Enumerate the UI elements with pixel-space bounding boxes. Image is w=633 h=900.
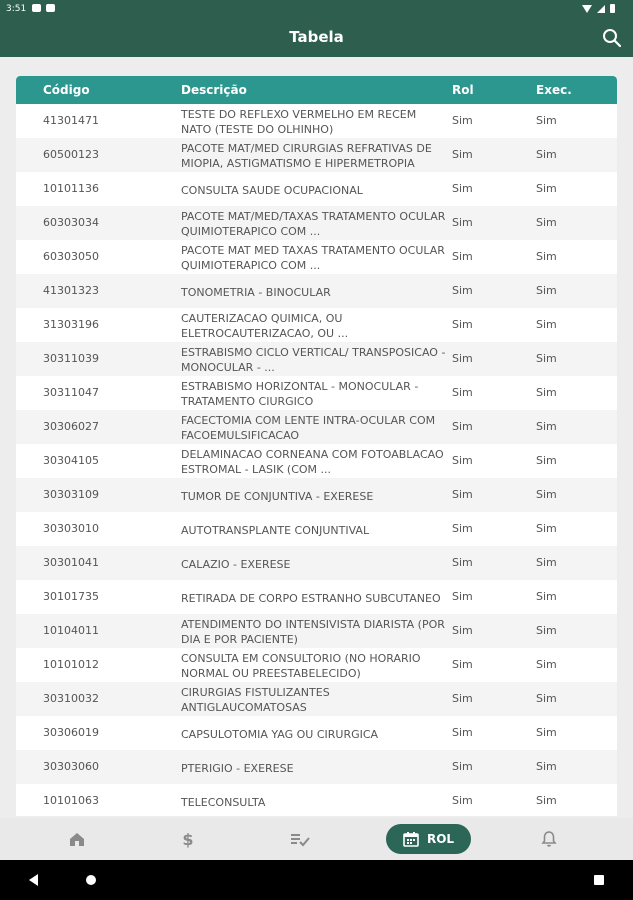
table-row[interactable]	[16, 308, 617, 342]
row-exec: Sim	[536, 760, 557, 773]
table-row[interactable]	[16, 172, 617, 206]
notification-icons	[32, 4, 55, 12]
row-exec: Sim	[536, 148, 557, 161]
row-exec: Sim	[536, 794, 557, 807]
row-exec: Sim	[536, 182, 557, 195]
row-code: 30311039	[43, 352, 99, 365]
table-row[interactable]	[16, 376, 617, 410]
row-rol: Sim	[452, 692, 473, 705]
table-row[interactable]	[16, 580, 617, 614]
row-rol: Sim	[452, 114, 473, 127]
row-exec: Sim	[536, 488, 557, 501]
row-description: TELECONSULTA	[181, 795, 266, 809]
row-code: 30310032	[43, 692, 99, 705]
row-rol: Sim	[452, 318, 473, 331]
system-nav-bar	[0, 860, 633, 900]
row-rol: Sim	[452, 386, 473, 399]
header-description: Descrição	[181, 83, 247, 97]
nav-rol[interactable]	[386, 824, 471, 854]
row-rol: Sim	[452, 284, 473, 297]
battery-icon	[610, 4, 615, 13]
row-code: 30304105	[43, 454, 99, 467]
table-row[interactable]	[16, 410, 617, 444]
row-rol: Sim	[452, 522, 473, 535]
table-row[interactable]	[16, 750, 617, 784]
row-code: 41301323	[43, 284, 99, 297]
row-rol: Sim	[452, 794, 473, 807]
system-status-icons	[582, 4, 615, 13]
table-row[interactable]	[16, 716, 617, 750]
row-description: CALAZIO - EXERESE	[181, 557, 291, 571]
row-exec: Sim	[536, 114, 557, 127]
row-rol: Sim	[452, 726, 473, 739]
row-code: 30311047	[43, 386, 99, 399]
nav-home[interactable]	[64, 826, 90, 852]
row-exec: Sim	[536, 386, 557, 399]
status-time: 3:51	[6, 4, 27, 14]
row-description: PACOTE MAT MED TAXAS TRATAMENTO OCULAR QUIMIOTERAPICO COM ...	[181, 244, 445, 272]
table-row[interactable]	[16, 104, 617, 138]
row-description: ESTRABISMO CICLO VERTICAL/ TRANSPOSICAO - MONOCULAR - ...	[181, 346, 446, 374]
checklist-icon	[290, 831, 310, 847]
home-button-icon[interactable]	[86, 875, 96, 885]
row-rol: Sim	[452, 658, 473, 671]
row-description: ESTRABISMO HORIZONTAL - MONOCULAR - TRATAMENTO CIURGICO	[181, 380, 419, 408]
row-exec: Sim	[536, 556, 557, 569]
row-rol: Sim	[452, 420, 473, 433]
table-header	[16, 76, 617, 104]
app-notification-icon	[46, 4, 55, 12]
nav-checklist[interactable]	[287, 826, 313, 852]
table-row[interactable]	[16, 240, 617, 274]
row-code: 60500123	[43, 148, 99, 161]
row-rol: Sim	[452, 182, 473, 195]
row-description: CIRURGIAS FISTULIZANTES ANTIGLAUCOMATOSAS	[181, 686, 330, 714]
row-exec: Sim	[536, 420, 557, 433]
row-rol: Sim	[452, 148, 473, 161]
row-description: CAPSULOTOMIA YAG OU CIRURGICA	[181, 727, 379, 741]
row-description: PTERIGIO - EXERESE	[181, 761, 294, 775]
calendar-icon	[403, 831, 419, 847]
page-title: Tabela	[289, 28, 344, 46]
nav-financial[interactable]	[175, 826, 201, 852]
row-code: 30306027	[43, 420, 99, 433]
row-description: PACOTE MAT/MED/TAXAS TRATAMENTO OCULAR QUIMIOTERAPICO COM ...	[181, 210, 446, 238]
row-exec: Sim	[536, 624, 557, 637]
row-rol: Sim	[452, 624, 473, 637]
row-code: 10101063	[43, 794, 99, 807]
row-description: CONSULTA EM CONSULTORIO (NO HORARIO NORMAL OU PREESTABELECIDO)	[181, 652, 421, 680]
row-exec: Sim	[536, 692, 557, 705]
row-description: TUMOR DE CONJUNTIVA - EXERESE	[181, 489, 374, 503]
table-card	[16, 76, 617, 816]
table-row[interactable]	[16, 478, 617, 512]
table-row[interactable]	[16, 512, 617, 546]
row-exec: Sim	[536, 216, 557, 229]
row-description: RETIRADA DE CORPO ESTRANHO SUBCUTANEO	[181, 591, 441, 605]
row-description: FACECTOMIA COM LENTE INTRA-OCULAR COM FACOEMULSIFICACAO	[181, 414, 436, 442]
row-exec: Sim	[536, 590, 557, 603]
row-exec: Sim	[536, 454, 557, 467]
row-exec: Sim	[536, 318, 557, 331]
nav-notifications[interactable]	[536, 826, 562, 852]
row-code: 10101136	[43, 182, 99, 195]
status-bar	[0, 0, 633, 20]
header-code: Código	[43, 83, 90, 97]
row-code: 30303010	[43, 522, 99, 535]
row-code: 30306019	[43, 726, 99, 739]
row-rol: Sim	[452, 216, 473, 229]
table-row[interactable]	[16, 274, 617, 308]
bell-icon	[541, 830, 557, 848]
row-exec: Sim	[536, 658, 557, 671]
nav-rol-label: ROL	[426, 832, 455, 846]
row-code: 30303109	[43, 488, 99, 501]
row-description: CAUTERIZACAO QUIMICA, OU ELETROCAUTERIZACAO, OU ...	[181, 312, 349, 340]
bottom-nav	[0, 818, 633, 860]
row-code: 60303034	[43, 216, 99, 229]
row-exec: Sim	[536, 352, 557, 365]
table-row[interactable]	[16, 614, 617, 648]
row-code: 30303060	[43, 760, 99, 773]
row-description: DELAMINACAO CORNEANA COM FOTOABLACAO ESTROMAL - LASIK (COM ...	[181, 448, 444, 476]
app-bar	[0, 20, 633, 57]
table-row[interactable]	[16, 648, 617, 682]
row-rol: Sim	[452, 454, 473, 467]
wifi-icon	[582, 5, 592, 13]
row-description: ATENDIMENTO DO INTENSIVISTA DIARISTA (POR DIA E POR PACIENTE)	[181, 618, 445, 646]
row-code: 10101012	[43, 658, 99, 671]
header-exec: Exec.	[536, 83, 572, 97]
back-icon[interactable]	[29, 874, 38, 886]
row-exec: Sim	[536, 726, 557, 739]
row-description: AUTOTRANSPLANTE CONJUNTIVAL	[181, 523, 370, 537]
table-row[interactable]	[16, 206, 617, 240]
row-exec: Sim	[536, 284, 557, 297]
row-exec: Sim	[536, 250, 557, 263]
row-code: 60303050	[43, 250, 99, 263]
dollar-icon: $	[182, 829, 194, 849]
row-code: 30301041	[43, 556, 99, 569]
table-row[interactable]	[16, 444, 617, 478]
table-row[interactable]	[16, 784, 617, 816]
row-rol: Sim	[452, 250, 473, 263]
row-rol: Sim	[452, 352, 473, 365]
row-code: 10104011	[43, 624, 99, 637]
row-description: CONSULTA SAUDE OCUPACIONAL	[181, 183, 363, 197]
row-description: TESTE DO REFLEXO VERMELHO EM RECEM NATO (TESTE DO OLHINHO)	[181, 108, 417, 136]
table-row[interactable]	[16, 546, 617, 580]
row-code: 41301471	[43, 114, 99, 127]
search-icon[interactable]	[601, 27, 623, 49]
table-row[interactable]	[16, 138, 617, 172]
message-icon	[32, 4, 41, 12]
row-rol: Sim	[452, 590, 473, 603]
row-code: 31303196	[43, 318, 99, 331]
row-exec: Sim	[536, 522, 557, 535]
row-code: 30101735	[43, 590, 99, 603]
table-row[interactable]	[16, 342, 617, 376]
signal-icon	[597, 5, 605, 13]
table-row[interactable]	[16, 682, 617, 716]
header-rol: Rol	[452, 83, 474, 97]
row-description: PACOTE MAT/MED CIRURGIAS REFRATIVAS DE MIOPIA, ASTIGMATISMO E HIPERMETROPIA	[181, 142, 432, 170]
table-body	[16, 104, 617, 816]
home-icon	[68, 830, 86, 848]
row-rol: Sim	[452, 556, 473, 569]
row-rol: Sim	[452, 760, 473, 773]
row-rol: Sim	[452, 488, 473, 501]
recent-apps-icon[interactable]	[594, 875, 604, 885]
row-description: TONOMETRIA - BINOCULAR	[181, 285, 331, 299]
